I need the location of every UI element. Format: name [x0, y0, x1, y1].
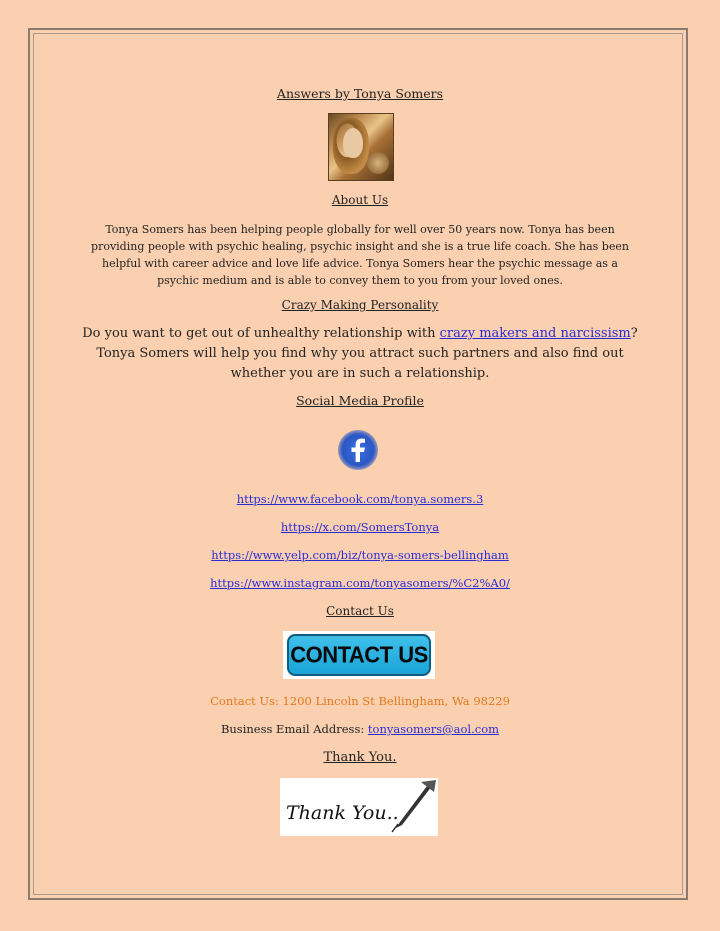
- thank-you-script: Thank You..: [286, 802, 399, 824]
- contact-address: Contact Us: 1200 Lincoln St Bellingham, Wa 98229: [210, 694, 510, 708]
- social-link-yelp[interactable]: https://www.yelp.com/biz/tonya-somers-bellingham: [211, 548, 509, 562]
- crazy-text-after: ? Tonya Somers will help you find why you attract such partners and also find out whether you are in such a relationship.: [96, 326, 638, 381]
- social-link-instagram[interactable]: https://www.instagram.com/tonyasomers/%C2%A0/: [210, 576, 510, 590]
- facebook-icon[interactable]: [338, 430, 378, 470]
- crazy-heading: Crazy Making Personality: [281, 298, 439, 312]
- contact-us-button[interactable]: [283, 631, 435, 679]
- email-line: [60, 722, 660, 736]
- portrait-image: [328, 113, 394, 181]
- contact-us-button-label: CONTACT US: [287, 634, 431, 676]
- email-link[interactable]: tonyasomers@aol.com: [367, 722, 500, 736]
- crazy-text-before: Do you want to get out of unhealthy relationship with: [82, 326, 440, 341]
- thanks-heading: Thank You.: [323, 750, 397, 765]
- crazy-makers-link[interactable]: crazy makers and narcissism: [439, 326, 631, 341]
- crazy-paragraph: [80, 324, 640, 384]
- pen-icon: [280, 778, 438, 836]
- about-heading: About Us: [331, 193, 389, 207]
- email-label: Business Email Address:: [220, 722, 368, 736]
- page-title: Answers by Tonya Somers: [276, 86, 444, 101]
- contact-heading: Contact Us: [326, 604, 394, 618]
- social-link-x[interactable]: https://x.com/SomersTonya: [280, 520, 440, 534]
- about-text: Tonya Somers has been helping people globally for well over 50 years now. Tonya has been providing people with psychic healing, psychic insight and she is a true life coach. She has been helpful with career advice and love life advice. Tonya Somers hear the psychic message as a psychic medium and is able to convey them to you from your loved ones.: [91, 223, 629, 287]
- social-link-facebook[interactable]: https://www.facebook.com/tonya.somers.3: [236, 492, 484, 506]
- thank-you-image: [280, 778, 438, 836]
- social-heading: Social Media Profile: [296, 393, 424, 408]
